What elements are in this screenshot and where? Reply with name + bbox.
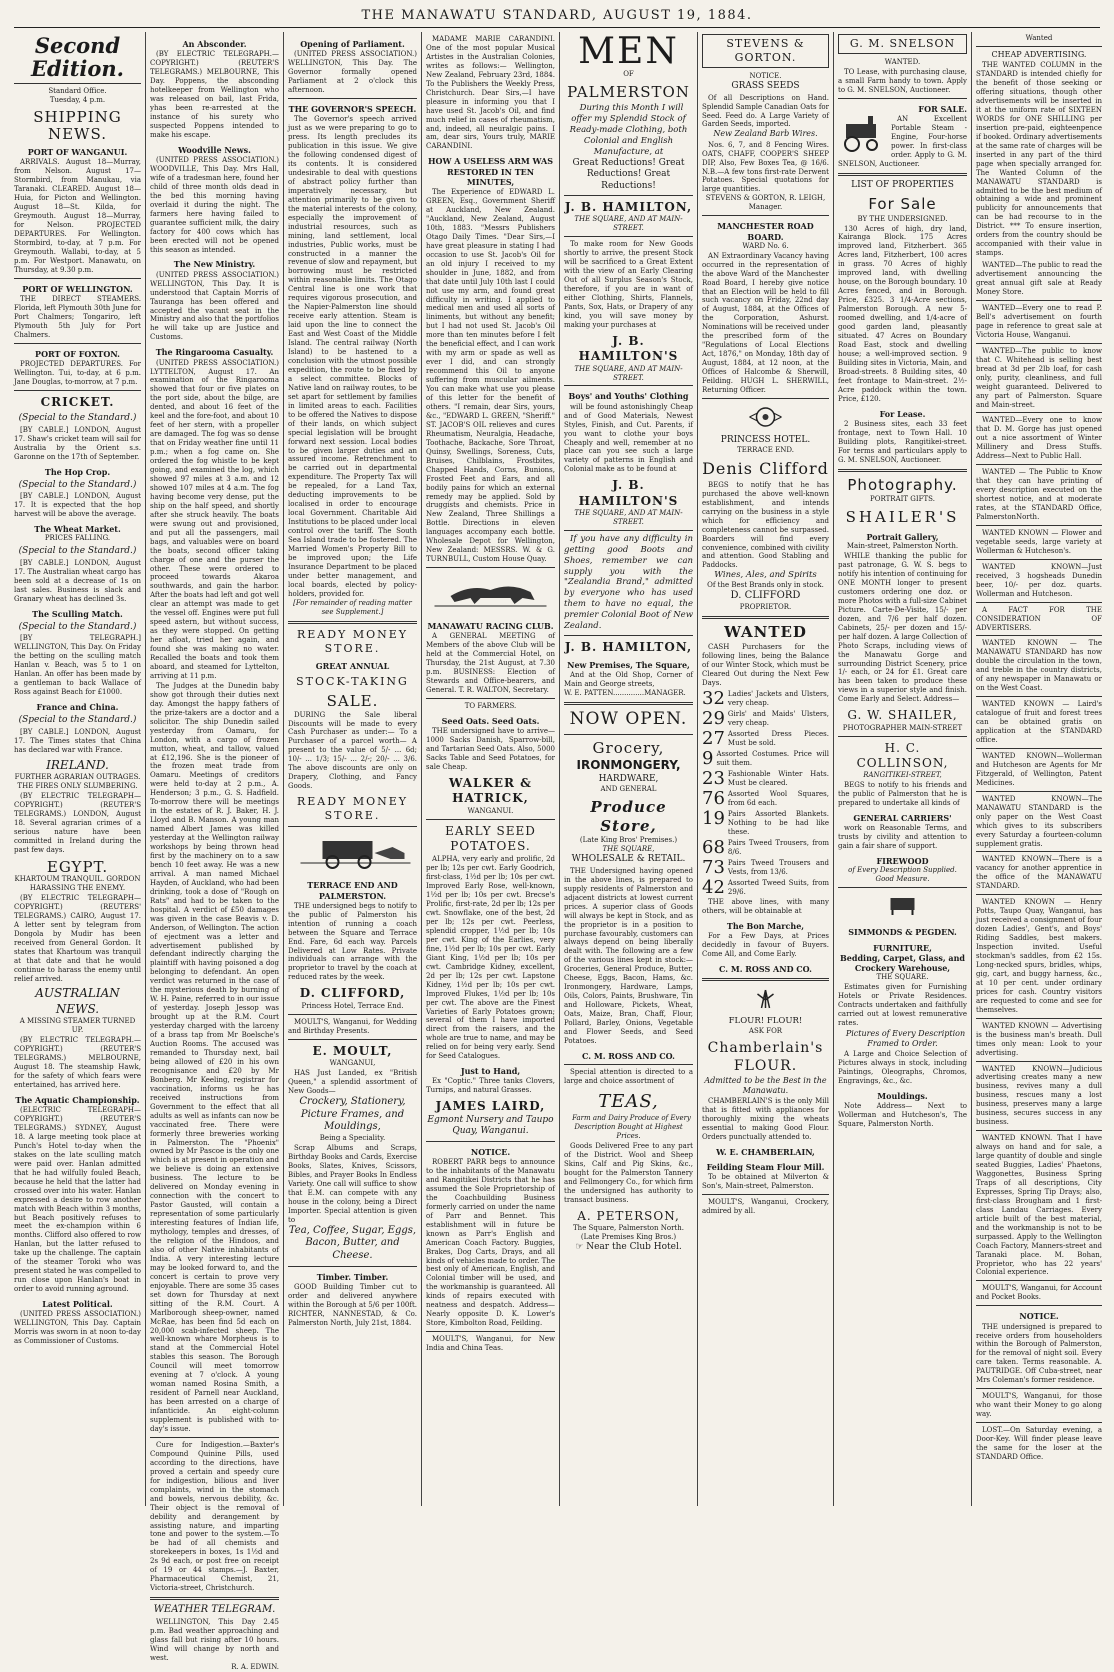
article-text: [BY CABLE.] LONDON, August 17. The Times states that China has declared war with France.: [14, 727, 141, 754]
column-4: [426, 34, 555, 1504]
article-text: (BY ELECTRIC TELEGRAPH—COPYRIGHT.) (REUTER'S TELEGRAMS.) LONDON, August 18. Several agrarian crimes of a serious nature have been committed in Ireland during the past few days.: [14, 791, 141, 854]
ad-feature: Pictures of Every Description Framed to Order.: [845, 1028, 966, 1049]
wanted-ad: WANTED KNOWN. That I have always on hand and for sale, a large quantity of double and single seated Buggies, Ladies' Phaetons, Waggonettes, Business Spring Traps of all descriptions, City Expresses, Spring Tip Drays; also, first-class Brougham and 1 first-class Landau Carriages. Every article built of the best material, and the workmanship is not to be surpassed. Apply to the Wellington Coach Factory, Manners-street and Taranaki place. M. Bohan, Proprietor, who has 22 years' Colonial experience.: [976, 1134, 1102, 1277]
article-subheading: FURTHER AGRARIAN OUTRAGES. THE FIRES ONLY SLUMBERING.: [14, 772, 141, 790]
ad-heading: Mouldings.: [877, 1091, 928, 1102]
ad-text: MOULT'S, Wanganui, for New India and China Teas.: [426, 1335, 555, 1353]
ad-feature: Tea, Coffee, Sugar, Eggs, Bacon, Butter, and Cheese.: [288, 1224, 417, 1262]
column-divider: [697, 32, 698, 1506]
ad-subheading: WANTED.: [884, 58, 921, 67]
wanted-ad: WANTED KNOWN—The MANAWATU STANDARD is the only paper on the West Coast which gives to its subscribers every Saturday a fourteen-column supplement gratis.: [976, 794, 1102, 848]
ad-text: A Large and Choice Selection of Pictures always in stock, including Paintings, Oleographs, Chromos, Engravings, &c., &c.: [838, 1050, 967, 1086]
ad-heading: NOTICE.: [1019, 1311, 1059, 1322]
ad-text: If you have any difficulty in getting good Boots and Shoes, remember we can supply you with the "Zealandia Brand," admitted by everyone who has used them to have no equal, the premier Colonial Boot of New Zealand.: [564, 533, 693, 631]
ad-heading: MANCHESTER ROAD BOARD.: [717, 221, 814, 242]
ad-heading: FOR SALE.: [918, 103, 967, 114]
ad-subheading: BY THE UNDERSIGNED.: [857, 214, 948, 223]
furniture-icon: [838, 894, 967, 916]
masthead: THE MANAWATU STANDARD, AUGUST 19, 1884.: [361, 8, 753, 23]
ad-subheading: WARD No. 6.: [742, 241, 789, 250]
wanted-item-number: 32: [702, 687, 725, 709]
ad-heading: J. B. HAMILTON'S: [578, 478, 679, 508]
ad-subheading: Of the Best Brands only in stock.: [707, 581, 824, 590]
ad-heading: TEAS,: [598, 1091, 659, 1113]
wanted-item: [702, 747, 829, 769]
wanted-item: [702, 807, 829, 837]
wanted-items-list: [702, 687, 829, 898]
wanted-item: [702, 707, 829, 729]
ad-heading: SALE.: [326, 692, 379, 711]
ad-heading: IRONMONGERY,: [576, 758, 681, 773]
coach-illustration: [288, 833, 417, 869]
ad-subheading: THE SQUARE, AND AT MAIN-STREET.: [574, 509, 683, 527]
article-heading: The New Ministry.: [173, 259, 256, 270]
article-heading: France and China.: [36, 702, 119, 712]
wanted-ad: MOULT'S, Wanganui, for Account and Pocket Books.: [976, 1284, 1102, 1302]
column-3: [288, 34, 417, 1504]
article-heading: The Hop Crop.: [44, 466, 111, 477]
ad-subheading: Egmont Nursery and Taupo Quay, Wanganui.: [427, 1114, 554, 1137]
article-subheading: A MISSING STEAMER TURNED UP.: [19, 1017, 136, 1035]
column-5: [564, 31, 693, 1504]
ad-text: 2 Business sites, each 33 feet frontage, next to Town Hall. 10 Building plots, Rangitikei-street. For terms and particulars apply to G. M. SNELSON, Auctioneer.: [838, 419, 967, 464]
column-7: [838, 34, 967, 1504]
ad-heading: Boys' and Youths' Clothing: [568, 391, 689, 402]
wanted-item-number: 23: [702, 767, 725, 789]
article-heading: The Sculling Match.: [32, 608, 123, 619]
port-heading: PORT OF WANGANUI.: [27, 147, 128, 158]
column-6: [702, 34, 829, 1504]
ad-subheading: Bedding, Carpet, Glass, and Crockery Warehouse,: [840, 952, 965, 974]
edition-title: Second Edition.: [31, 33, 124, 82]
club-line: Near the Club Hotel.: [586, 1241, 682, 1252]
ad-text: THE WANTED COLUMN in the STANDARD is intended chiefly for the benefit of those seeking or offering situations, though other advertisements will be inserted in it at the uniform rate of SIXTEEN WORDS for ONE SHILLING per insertion pre-paid, eighteenpence if booked. Ordinary advertisements at the same rate of charges will be inserted in any part of the third page when specially arranged for. The Wanted Column of the MANAWATU STANDARD is admitted to be the best medium of obtaining a wide and prominent publicity for announcements that can be had recourse to in the District. *** To ensure insertion, orders from the country should be accompanied with their value in stamps.: [976, 61, 1102, 258]
ad-subheading: Main-street, Palmerston North.: [846, 542, 959, 551]
ad-subheading: WANGANUI.: [467, 806, 514, 815]
ad-subheading: PROPRIETOR.: [739, 603, 792, 612]
ad-heading: For Sale: [868, 195, 937, 214]
wanted-ad: WANTED KNOWN — Laird's catalogue of fruit and forest trees can be obtained gratis on application at the STANDARD office.: [976, 700, 1102, 744]
article-heading: The Aquatic Championship.: [15, 1094, 140, 1105]
port-text: THE DIRECT STEAMERS. Florida, left Plymouth 30th June for Port Chalmers; Tongariro, left Plymouth 5th July for Port Chalmers.: [14, 294, 141, 339]
ad-heading: Produce Store,: [590, 798, 667, 836]
ad-text: During this Month I will offer my Splendid Stock of Ready-made Clothing, both Colonial and English Manufacture, at: [569, 103, 688, 157]
wanted-item-text: Assorted Wool Squares, from 6d each.: [727, 789, 829, 807]
ad-heading: J. B. HAMILTON,: [564, 639, 693, 654]
column-divider: [971, 32, 972, 1506]
crest-icon: [702, 405, 829, 429]
article-text: (UNITED PRESS ASSOCIATION.) WOODVILLE, This Day. Mrs Hall, wife of a tradesman here, found her child of three month olds dead in the bed this morning having overlaid it during the night. The farmers here having failed to guarantee sufficient milk, the dairy factory for 400 cows which has been erected will not be opened this season as intended.: [150, 156, 279, 254]
column-divider: [559, 32, 560, 1506]
wanted-ad: WANTED KNOWN — Flower and vegetable seeds, large variety at Wollerman & Hutcheson's.: [976, 528, 1102, 555]
ad-heading: Portrait Gallery,: [866, 531, 939, 542]
column-1: [14, 34, 141, 1504]
ad-text: BEGS to notify that he has purchased the above well-known establishment, and intends carrying on the business in a style which for efficiency and completeness cannot be surpassed. Boarders will find every convenience, combined with civility and attention. Good Stabling and Paddocks.: [702, 480, 829, 570]
ad-subheading: ASK FOR: [748, 1026, 783, 1035]
article-heading: Opening of Parliament.: [300, 39, 405, 49]
ad-heading: CHEAP ADVERTISING.: [991, 49, 1087, 59]
ad-heading: W. E. CHAMBERLAIN,: [716, 1146, 815, 1157]
ad-heading: Timber. Timber.: [316, 1272, 389, 1283]
column-8: [976, 34, 1102, 1504]
ad-text: Of all Descriptions on Hand. Splendid Sample Canadian Oats for Seed. Feed do. A Large Variety of Garden Seeds, imported.: [702, 93, 829, 129]
ad-text: Note Address— Next to Wollerman and Hutcheson's, The Square, Palmerston North.: [838, 1102, 967, 1129]
special-line: (Special to the Standard.): [18, 715, 137, 726]
article-text: (ELECTRIC TELEGRAPH—COPYRIGHT.) (REUTER'S TELEGRAMS.) SYDNEY, August 18. A large meeting took place at Punch's Hotel to-day when the stakes on the late sculling match were paid over. Hanlan admitted that he had wilfully fouled Beach, because he held that the latter had crossed over into his water. Hanlan expressed a desire to row another match with Beach within 3 months, but Beach positively refuses to meet the ex-champion within 6 months. Clifford also offered to row Hanlan, but the latter refused to take up the challenge. The captain of the steamer Toroki who was present stated he was compelled to run close upon Hanlan's boat in order to avoid running aground.: [14, 1106, 141, 1294]
office-line: Standard Office.: [48, 87, 107, 96]
ad-heading: PALMERSTON: [567, 82, 690, 101]
article-text: [BY CABLE.] LONDON, August 17. The Australian wheat cargo has been sold at a decrease of 1s on last sales. Business is slack and Granary wheat has declined 3s.: [14, 558, 141, 603]
shipping-text: ARRIVALS. August 18—Murray, from Nelson. August 17—Stormbird, from Manukau, via Taranaki. CLEARED. August 18—Huia, for Picton and Wellington. August 18—St. Kilda, for Greymouth. August 18—Murray, for Nelson. PROJECTED DEPARTURES. For Wellington. Stormbird, to-day, at 7 p.m. For Greymouth. Wallabi, to-day, at 5 p.m. For Westport. Manawatu, on Thursday, at 9.30 p.m.: [14, 158, 141, 274]
ad-subheading: Being a Speciality.: [319, 1134, 386, 1143]
ad-subheading: PHOTOGRAPHER MAIN-STREET: [842, 723, 963, 732]
wanted-ad: WANTED KNOWN — Advertising is the business man's breath. Dull times only mean: Look to your advertising.: [976, 1021, 1102, 1057]
ad-text: A GENERAL MEETING of Members of the above Club will be held at the Commercial Hotel, on Thursday, the 21st August, at 7.30 p.m. BUSINESS: Election of Stewards and Office-bearers, and General. T. R. WALTON, Secretary.: [426, 632, 555, 695]
ad-heading: NOTICE.: [470, 1146, 511, 1157]
wanted-item-number: 76: [702, 787, 725, 809]
ad-heading-men: MEN: [578, 31, 679, 72]
office-time: Tuesday, 4 p.m.: [49, 96, 106, 105]
wanted-item-text: Girls' and Maids' Ulsters, very cheap.: [727, 709, 829, 727]
article-text: (BY ELECTRIC TELEGRAPH.—COPYRIGHT.) (REUTER'S TELEGRAMS.) MELBOURNE, This Day. Poppens, the absconding hotelkeeper from Wellington who was released on bail, last Frida, yhas been re-arrested at the instance of his surety who suspected Poppens intended to make his escape.: [150, 50, 279, 139]
ad-heading: The Bon Marche,: [726, 920, 805, 931]
ad-text: AN Extraordinary Vacancy having occurred in the representation of the above Ward of the Manchester Road Board, I hereby give notice that an Election will be held to fill such vacancy on Friday, 22nd day of August, 1884, at the Offices of the Corporation, Ashurst. Nominations will be received under the prescribed form of the "Regulations of Local Elections Act, 1876," on Monday, 18th day of August, 1884, at 12 noon, at the Offices of Halcombe & Sherwill, Feilding. HUGH L. SHERWILL, Returning Officer.: [702, 251, 829, 395]
special-line: (Special to the Standard.): [18, 621, 137, 632]
ad-heading: J. B. HAMILTON,: [564, 200, 693, 215]
ad-heading: H. C. COLLINSON,: [856, 740, 949, 770]
ad-text: BEGS to notify to his friends and the public of Palmerston that he is prepared to undertake all kinds of: [838, 781, 967, 808]
port-text: PROJECTED DEPARTURES. For Wellington. Tui, to-day, at 6 p.m. Jane Douglas, to-morrow, at 7 p.m.: [14, 359, 141, 386]
ad-feature: Great Reductions! Great Reductions! Great Reductions!: [572, 157, 685, 191]
ad-heading: For Lease.: [879, 408, 926, 419]
ad-subheading: Feilding Steam Flour Mill.: [706, 1162, 825, 1173]
article-text: The Judges at the Dunedin baby show got through their duties next day. Amongst the happy fathers of the prize-takers are a doctor and a solicitor. The ship Dunedin sailed yesterday from Oamaru, for London, with a cargo of frozen mutton, wheat, and tallow, valued at £12,196. She is the pioneer of the frozen meat trade from Oamaru. Meetings of creditors were held to-day at 2 p.m., A. Henderson; 3 p.m., G. S. Hadfield. To-morrow there will be meetings in the estates of R. J. Baker, H. J. Lloyd and B. Manson. A young man named Albert James was killed yesterday at the Wellington railway workshops by being thrown head first by the machinery on to a saw bench 10 feet away. He was a new arrival. A man named Michael Hayden, of Auckland, who had been drinking, took a dose of "Rough on Rats" and had to be taken to the hospital. A verdict of £50 damages was given in the case Beavis v. D. Anderson, of Wellington. The action of ejectment was a letter and advertisement published by defendant indirectly charging the plaintiff with having poisoned a dog belonging to defendant. An open verdict was returned in the case of the mysterious death by burning of W. H. Paine, referred to in our issue of yesterday. Joseph Jessop was brought up at the R.M. Court yesterday charged with the larceny of a brass tap from Mr Boelsche's Auction Rooms. The accused was remanded to Thursday next, bail being allowed of £20 in his own recognisance and £20 by Mr Bonberg. Mr Keeling, registrar for vaccination, informs us he has received instructions from Government to the effect that all adults as well as infants can now be vaccinated free. There were formerly three breweries working in Palmerston. The "Phoenix" owned by Mr Pascoe is the only one which is at present in operation and we believe is doing an extensive business. The lecture to be delivered on Monday evening in connection with the concert to Pastor Gausted, will contain a representation of some particularly interesting features of Indian life, mythology, temples and dresses, of the religion of the Hindoos, and also of other Native inhabitants of India. A very interesting lecture may be looked forward to, and the concert is certain to prove very enjoyable. There are some 35 cases set down for Thursday at next sitting of the R.M. Court. A Marlborough sheep-owner, named McRae, has been find 5d each on 20,000 scab-infected sheep. The well-known whare Morpheus is to stand at the Commercial Hotel stables this season. The Borough Council will meet tomorrow evening at 7 o'clock. A young woman named Rosina Smith, a resident of Parnell near Auckland, has been arrested on a charge of infanticide. An eight-column supplement is published with to-day's issue.: [150, 681, 279, 1433]
wanted-item-text: Assorted Tweed Suits, from 29/6.: [727, 878, 829, 896]
wanted-item-text: Assorted Costumes. Price will suit them.: [716, 749, 829, 767]
ad-subheading: The Square, Palmerston North. (Late Premises King Bros.): [573, 1223, 684, 1241]
wanted-item-number: 9: [702, 747, 714, 769]
article-heading: Latest Political.: [42, 1299, 113, 1310]
wanted-item: [702, 727, 829, 749]
ad-heading: STEVENS & GORTON.: [702, 34, 829, 68]
ad-text: LOST.—On Saturday evening, a Door-Key. Will finder please leave the same for the loser at the STANDARD Office.: [976, 1426, 1102, 1461]
ad-heading: READY MONEY STORE.: [296, 795, 409, 823]
ad-heading: WANTED: [724, 622, 807, 641]
ad-text: WHILE thanking the public for past patronage, G. W. S. begs to notify his intention of continuing for ONE MONTH longer to present customers ordering one doz. or more Photos with a full-size Cabinet Picture. Carte-De-Visite, 15/- per dozen, and 7/6 per half dozen. Cabinets, 25/- per dozen and 15/- per half dozen. A large Collection of Photo Scraps, including views of the Manawatu Gorge and surrounding District Scenery, price 1/- each, or 24 for £1. Great care has been taken to produce these views in a superior style and finish. Come Early and Select. Address—: [838, 552, 967, 704]
ad-heading: FLOUR! FLOUR!: [728, 1015, 803, 1026]
column-divider: [283, 32, 284, 1506]
ad-heading: GENERAL CARRIERS': [853, 813, 952, 824]
wanted-ad: WANTED—The public to read the advertisement announcing the great annual gift sale at Ready Money Store.: [976, 261, 1102, 297]
ad-heading: TERRACE END AND PALMERSTON.: [307, 880, 398, 901]
ad-text: THE undersigned have to arrive— 1000 Sacks Danish, Sparrow-bill, and Tartarian Seed Oats. Also, 5000 Sacks Table and Seed Potatoes, for sale Cheap.: [426, 727, 555, 771]
ad-subheading: AND GENERAL: [600, 785, 657, 794]
wanted-ad: WANTED KNOWN—Just received, 3 hogsheads Dunedin beer, 10/- per doz. quarts. Wollerman and Hutcheson.: [976, 562, 1102, 598]
ad-heading: J. B. HAMILTON'S: [578, 333, 679, 364]
remainder-note: [For remainder of reading matter see Supplement.]: [293, 598, 412, 616]
ad-text: work on Reasonable Terms, and trusts by civility and attention to gain a fair share of support.: [838, 824, 967, 851]
special-line: (Special to the Standard.): [18, 546, 137, 557]
article-text: [BY TELEGRAPH.] WELLINGTON, This Day. On Friday the betting on the sculling match Hanlan v. Beach, was 5 to 1 on Hanlan. An offer has been made by a gentleman to back Wallace of Ross against Beach for £1000.: [14, 634, 141, 697]
article-heading: An Absconder.: [182, 39, 247, 49]
ad-text: THE above lines, with many others, will be obtainable at: [702, 897, 829, 915]
testimonial-heading: HOW A USELESS ARM WAS RESTORED IN TEN MINUTES,: [428, 156, 553, 187]
ad-heading: A. PETERSON,: [577, 1208, 680, 1223]
ad-feature: Farm and Dairy Produce of Every Description Bought at Highest Prices.: [572, 1114, 691, 1140]
ad-subheading: NOTICE.: [749, 72, 782, 81]
wanted-item-number: 29: [702, 707, 725, 729]
article-text: (BY ELECTRIC TELEGRAPH—COPYRIGHT.) (REUTERS' TELEGRAMS.) CAIRO, August 17. A letter sent by telegram from Dongola by Mudir has been received from General Gordon. It states that Khartoum was tranquil at that date and that he would continue to harass the enemy until relief arrived.: [14, 893, 141, 983]
ad-heading: D. CLIFFORD,: [299, 986, 406, 1001]
ad-heading: SHAILER'S: [845, 507, 960, 526]
wanted-item-number: 19: [702, 807, 725, 829]
ad-text: HAS Just Landed, ex "British Queen," a splendid assortment of New Goods—: [288, 1068, 417, 1095]
wanted-ads-list: [976, 261, 1102, 1306]
ad-subheading: GREAT ANNUAL: [315, 660, 390, 671]
ad-heading: PRINCESS HOTEL.: [720, 434, 811, 445]
article-text: [BY CABLE.] LONDON, August 17. Shaw's cricket team will sail for Australia by the Orient s.s. Garonne on the 17th of September.: [14, 425, 141, 461]
article-heading: AUSTRALIAN NEWS.: [35, 986, 120, 1016]
wanted-item-text: Fashionable Winter Hats. Must be cleared.: [727, 769, 829, 787]
ad-subheading: (Late King Bros' Premises.): [579, 836, 678, 845]
ad-heading: FIREWOOD: [876, 856, 929, 867]
ad-text: DURING the Sale liberal Discounts will be made to every Cash Purchaser as under:— To a Purchaser of a parcel worth— A present to the value of 5/- ... 6d; 10/- ... 1/3; 15/- ... 2/-; 20/- ... 3/6. The above discounts are only on Drapery, Clothing, and Fancy Goods.: [288, 710, 417, 791]
pointing-hand-icon: ☞: [575, 1241, 584, 1252]
ad-text: THE Undersigned having opened in the above lines, is prepared to supply residents of Palmerston and adjacent districts at lowest current prices. A superior class of Goods will always be kept in Stock, and as the proprietor is in a position to purchase favourably, customers can always depend on being liberally dealt with. The following are a few of the various lines kept in stock:— Groceries, General Produce, Butter, Cheese, Eggs, Bacon, Hams, &c. Ironmongery, Hardware, Lamps, Oils, Colors, Paints, Brushware, Tin and Holloware, Pickets, Wheat, Oats, Maize, Bran, Chaff, Flour, Pollard, Barley, Onions, Vegetable and Flower Seeds, and Seed Potatoes.: [564, 866, 693, 1045]
wanted-item-text: Pairs Assorted Blankets. Nothing to be had like these.: [727, 809, 829, 836]
ad-heading: EARLY SEED POTATOES.: [445, 823, 536, 853]
ad-text: 130 Acres of high, dry land, Kairanga Block. 175 Acres improved land, Fitzherbert. 365 Acres land, Fitzherbert, 100 acres in grass. 70 Acres of highly improved land, with dwelling house, on the Borough boundary. 10 Acres fenced, and in Borough. Price, £325. 3 1/4-Acre sections, Palmerston Borough. A new 5-roomed dwelling, and 1/4-acre of good garden land, pleasantly situated. 47 Acres on Boundary Road East, stock and dwelling house; a well-improved section. 9 Building sites in Victoria, Main, and Broad-streets. 8 Building sites, 40 feet frontage to Main-street. 2½-Acre paddock within the town. Price, £120.: [838, 224, 967, 403]
ad-subheading: GRASS SEEDS: [731, 81, 800, 92]
ad-text: CASH Purchasers for the following lines, being the Balance of our Winter Stock, which must be Cleared Out during the Next Few Days.: [702, 643, 829, 687]
port-heading: PORT OF WELLINGTON.: [22, 283, 133, 294]
weather-signature: R. A. EDWIN.: [231, 1662, 279, 1671]
ad-heading: G. M. SNELSON: [838, 34, 967, 54]
ad-heading: NOW OPEN.: [569, 709, 688, 730]
ad-feature: Crockery, Stationery, Picture Frames, and Mouldings,: [299, 1095, 406, 1133]
ad-signature: C. M. ROSS AND CO.: [719, 963, 812, 974]
wanted-ad: WANTED—The public to know that C. Whitehead is selling best bread at 3d per 2lb loaf, for cash only, purity, cleanliness, and full weight guaranteed. Delivered to any part of Palmerston. Square and Main-street.: [976, 346, 1102, 409]
ad-text: AN Excellent Portable Steam - Engine, Four-horse power. In first-class order. Apply to G. M. SNELSON, Auctioneer.: [838, 115, 967, 168]
steam-engine-icon: [838, 114, 888, 154]
cricket-heading: CRICKET.: [40, 394, 115, 409]
ad-heading: JAMES LAIRD,: [435, 1099, 546, 1114]
ad-heading: WALKER & HATRICK,: [448, 775, 533, 806]
ad-text: Nos. 6, 7, and 8 Fencing Wires. OATS, CHAFF, COOPER'S SHEEP DIP, Also, Few Boxes Tea, @ 16/6. N.B.—A few tons first-rate Derwent Potatoes. Special quotations for large quantities.: [702, 140, 829, 194]
column-divider: [421, 32, 422, 1506]
ad-subheading: Princess Hotel, Terrace End.: [301, 1001, 404, 1010]
ad-heading: D. CLIFFORD: [730, 590, 801, 602]
ad-feature: Admitted to be the Best in the Manawatu.: [704, 1075, 827, 1095]
wanted-item-number: 68: [702, 836, 725, 858]
wanted-item-text: Pairs Tweed Trousers and Vests, from 13/6.: [727, 858, 829, 876]
ad-heading: FURNITURE,: [873, 942, 932, 953]
wanted-ad: WANTED KNOWN — Henry Potts, Taupo Quay, Wanganui, has just received a consignment of four dozen Ladies', Gent's, and Boys' Riding Saddles, best makers. Inspection invited. Useful stockman's saddles, from £2 15s. Long-necked spurs, bridles, whips, gig, cart, and buggy harness, &c., at 10 per cent. under ordinary prices for cash. Country visitors are requested to come and see for themselves.: [976, 898, 1102, 1014]
ad-manager: W. E. PATTEN..............MANAGER.: [564, 689, 686, 698]
ad-text: MOULT'S, Wanganui, Crockery, admired by all.: [702, 1198, 829, 1216]
ad-text: TO Lease, with purchasing clause, a small Farm handy to town. Apply to G. M. SNELSON, Auctioneer.: [838, 68, 967, 94]
ad-text: To make room for New Goods shortly to arrive, the present Stock will be sacrificed to a Great Extent with the view of an Early Clearing Out of all Surplus Season's Stock, therefore, if you are in want of either Clothing, Shirts, Flannels, Pants, Sox, Hats, or Drapery of any kind, you will save money by making your purchases at: [564, 240, 693, 329]
ad-subheading: RANGITIKEI-STREET,: [863, 771, 942, 780]
article-heading: The Ringarooma Casualty.: [155, 347, 274, 358]
ad-text: GOOD Building Timber cut to order and delivered anywhere within the Borough at 5/6 per 100ft. RICHTER, NANNESTAD, & Co. Palmerston North, July 21st, 1884.: [288, 1283, 417, 1328]
wanted-item: [702, 767, 829, 789]
ad-text: Ex "Coptic." Three tanks Clovers, Turnips, and natural Grasses.: [426, 1077, 555, 1095]
wanted-item: [702, 856, 829, 878]
ad-text: THE undersigned is prepared to receive orders from householders within the Borough of Palmerston, for the removal of night soil. Every care taken. Terms reasonable. A. PAUTRIDGE. Off Cuba-street, near Mrs Coleman's former residence.: [976, 1322, 1102, 1385]
article-heading: THE GOVERNOR'S SPEECH.: [288, 104, 417, 114]
ad-text: MOULT'S, Wanganui, for Wedding and Birthday Presents.: [288, 1017, 417, 1035]
wanted-ad: WANTED — The Public to Know that they can have printing of every description executed on the shortest notice, and at moderate rates, at the STANDARD Office, PalmerstonNorth.: [976, 468, 1102, 521]
ad-subheading: WANGANUI,: [329, 1058, 376, 1067]
ad-text: Scrap Albums and Scraps, Birthday Books and Cards, Exercise Books, Slates, Knives, Scissors, Bibles, and Prayer Books In Endless Variety. One call will suffice to show that E.M. can compete with any house in the colony, being a Direct Importer. Special attention is given to: [288, 1144, 417, 1224]
weather-heading: WEATHER TELEGRAM.: [153, 1604, 276, 1616]
ad-text: will be found astonishingly Cheap and of Good Materials, Newest Styles, Finish, and Cut. Parents, if you want to clothe your boys Cheaply and well, remember at no place can you see such a large variety of patterns in English and Colonial make as to be found at: [564, 402, 693, 474]
article-text: The Governor's speech arrived just as we were preparing to go to press. Its length precludes its publication in this issue. We give the following condensed digest of its contents. It is considered undesirable to deal with questions of abstract policy further than imperatively necessary, but attention primarily to be given to the material interests of the colony, especially the improvement of industrial resources, such as mining, land settlement, local industries, Public works, must be constructed in a manner the revenue of slow and repayment, but borrowing must be restricted within reasonable limits. The Otago Central line is one work that requires vigorous prosecution, and the Napier-Palmerston line should receive early attention. Steam is laid upon the line to connect the East and West Coast of the Middle Island. The central railway (North Island) to be hastened to a conclusion with the utmost possible expedition, the route to be fixed by a select committee. Blocks of Native land on railway routes, to be set apart for settlement by families in limited areas to each. Facilities to be offered the Natives to dispose of their lands, on which subject special legislation will be brought forward next session. Local bodies to be given larger duties and an assured income. Retrenchment to be carried out in departmental expenditure. The Property Tax will be repealed, for a Land Tax, deducting improvements to be localised in order to encourage local Government. Charitable Aid Institutions to be placed under local control over the tariff. The South Sea Island trade to be fostered. The Married Women's Property Bill to be improved upon; the Life Insurance Department to be placed under better management, and local boards, elected by policy-holders, provided for.: [288, 115, 417, 598]
article-subheading: PRICES FALLING.: [44, 534, 111, 543]
ad-feature: New Zealand Barb Wires.: [713, 129, 818, 139]
article-text: (UNITED PRESS ASSOCIATION.) LYTTELTON, August 17. An examination of the Ringarooma showed that four or five plates on the port side, about the bilge, are dented, and about 16 feet of the keel and the fore-foot, and about 10 feet of her stern, with a propeller are damaged. The fog was so dense that on Friday weather fine until 11 p.m.; when a fog came on. She ordered the fog whistle to be kept going, and examined the log, which showed 97 miles at 3 a.m. and 12 showed 107 miles at 4 a.m. The fog having become very dense, put the ship on the half speed, and shortly after she struck heavily. The boats were swung out and provisioned, and put all the passengers, mail bags, and valuables were on board the boats, second officer taking charge of one and the purser the other. These were ordered to proceed towards Akaroa southwards, and gain the harbor. After the boats had left and got well clear an attempt was made to get the vessel off. Engines were put full speed astern, but without success, as they were stopped. On getting her afloat, tried her again, and found she was making no water. Recalled the boats and took them aboard, and steamed for Lyttelton, arriving at 11 p.m.: [150, 358, 279, 680]
wanted-ad: WANTED KNOWN—Wollerman and Hutcheson are Agents for Mr Fitzgerald, of Wellington, Patent Medicines.: [976, 751, 1102, 787]
column-head: Wanted: [1025, 34, 1053, 42]
article-subheading: KHARTOUM TRANQUIL. GORDON HARASSING THE ENEMY.: [14, 875, 141, 892]
wanted-ad: A FACT FOR THE CONSIDERATION OF ADVERTISERS.: [976, 605, 1102, 632]
wanted-ad: WANTED—Every one to know that D. M. Gorge has just opened out a nice assortment of Winter Millinery and Dress Stuffs. Address—Next to Public Hall.: [976, 416, 1102, 461]
masthead-rule: [14, 27, 1100, 28]
ad-heading: READY MONEY STORE.: [296, 627, 409, 655]
special-line: (Special to the Standard.): [18, 413, 137, 424]
ad-heading: G. W. SHAILER,: [847, 708, 958, 723]
testimonial-text: The Experience of EDWARD L. GREEN, Esq., Government Sheriff at Auckland, New Zealand. "Auckland, New Zealand, August 10th, 1883. "Messrs Publishers Otago Daily Times. "Dear Sirs,—I have great pleasure in stating I had occasion to use St. Jacob's Oil for an old injury I received to my shoulder in June, 1882, and from that date until July 10th last I could not use my arm, and found great difficulty in writing. I applied to medical men and used all sorts of liniments, but without any benefit; but I had not used St. Jacob's Oil more than ten minutes before I felt the beneficial effect, and I can work with my arm or spade as well as ever I did, and can strongly recommend this Oil to anyone suffering from muscular ailments. You can make what use you please of this letter for the benefit of others. "I remain, dear Sirs, yours, &c., "EDWARD L. GREEN, "Sheriff." ST. JACOB'S OIL relieves and cures Rheumatism, Neuralgia, Headache, Toothache, Backache, Sore Throat, Quinsy, Swellings, Soreness, Cuts, Bruises, Chilblains, Frostbites, Chapped Hands, Corns, Bunions, Frosted Feet and Ears, and all bodily pains for which an external remedy may be applied. Sold by druggists and chemists. Price in New Zealand, Three Shillings a Bottle. Directions in eleven languages accompany each bottle. Wholesale Depot for Wellington, New Zealand: MESSRS. W. & G. TURNBULL, Custom House Quay.: [426, 188, 555, 564]
article-heading: The Wheat Market.: [34, 524, 121, 535]
special-line: (Special to the Standard.): [18, 479, 137, 490]
ad-subheading: THE SQUARE,: [602, 845, 655, 854]
ad-subheading: THE SQUARE, AND AT MAIN-STREET.: [574, 215, 683, 233]
wanted-item-number: 27: [702, 727, 725, 749]
ad-text: MOULT'S, Wanganui, for those who want their Money to go along way.: [976, 1392, 1102, 1419]
ad-signature: C. M. ROSS AND CO.: [582, 1050, 675, 1061]
ad-text: THE undersigned begs to notify to the public of Palmerston his intention of running a coach between the Square and Terrace End. Fare, 6d each way. Parcels Delivered at Low Rates. Private individuals can arrange with the proprietor to travel by the coach at reduced rates by the week.: [288, 901, 417, 982]
ad-heading: Grocery,: [592, 739, 665, 758]
article-heading: EGYPT.: [46, 857, 109, 876]
ad-text: Special attention is directed to a large and choice assortment of: [564, 1068, 693, 1086]
article-text: Cure for Indigestion.—Baxter's Compound Quinine Pills, used according to the directions, have proved a certain and speedy cure for indigestion, bilious and liver complaints, wind in the stomach and bowels, nervous debility, &c. Their object is the removal of debility and derangement by assisting nature, and imparting tone and power to the system.—To be had of all chemists and storekeepers in boxes, 1s 1½d and 2s 9d each, or post free on receipt of 19 or 44 stamps.—J. Baxter, Pharmaceutical Chemist, 21, Victoria-street, Christchurch.: [150, 1440, 279, 1593]
ad-subheading: WHOLESALE & RETAIL.: [571, 854, 686, 865]
wanted-ad: WANTED KNOWN—Judicious advertising creates many a new business, revives many a dull business, rescues many a lost business, preserves many a large business, secures success in any business.: [976, 1064, 1102, 1127]
wanted-ad: WANTED KNOWN—There is a vacancy for another apprentice in the office of the MANAWATU STANDARD.: [976, 855, 1102, 891]
wheat-sheaf-icon: [702, 988, 829, 1010]
article-heading: Woodville News.: [178, 144, 251, 155]
ad-subheading: PORTRAIT GIFTS.: [870, 494, 935, 503]
ad-text: CHAMBERLAIN'S is the only Mill that is fitted with appliances for thoroughly mixing the wheats essential to making Good Flour. Orders punctually attended to.: [702, 1097, 829, 1141]
article-text: [BY CABLE.] LONDON, August 17. It is expected that the hop harvest will be above the average.: [14, 492, 141, 519]
ad-subheading: OF: [623, 70, 634, 78]
ad-heading: SIMMONDS & PEGDEN.: [848, 927, 957, 938]
ad-text: To be obtained at Milverton & Son's, Main-street, Palmerston.: [702, 1173, 829, 1191]
shipping-heading: SHIPPING NEWS.: [33, 108, 122, 143]
article-text: (UNITED PRESS ASSOCIATION.) WELLINGTON, This Day. The Governor formally opened Parliament at 2 o'clock this afternoon.: [288, 50, 417, 95]
ad-heading: Photography.: [847, 475, 958, 494]
wanted-item-text: Ladies' Jackets and Ulsters, very cheap.: [727, 689, 829, 707]
wanted-ad: WANTED—Every one to read P. Bell's advertisement on fourth page in reference to great sale at Victoria House, Wanganui.: [976, 303, 1102, 339]
article-heading: IRELAND.: [46, 757, 109, 772]
ad-subheading: TO FARMERS.: [464, 701, 517, 710]
wanted-ad: WANTED KNOWN — The MANAWATU STANDARD has now double the circulation in the town, and treble in the country districts, of any newspaper in Manawatu or on the West Coast.: [976, 639, 1102, 693]
ad-subheading: [564, 1242, 693, 1254]
ad-subheading: of Every Description Supplied. Good Measure.: [848, 866, 957, 884]
ad-feature: Wines, Ales, and Spirits: [714, 570, 817, 581]
ad-text: For a Few Days, at Prices decidedly in favour of Buyers. Come All, and Come Early.: [702, 931, 829, 958]
article-text: (BY ELECTRIC TELEGRAPH.—COPYRIGHT.) (REUTER'S TELEGRAMS.) MELBOURNE, August 18. The steamship Hawk, for the safety of which fears were entertained, has arrived here.: [14, 1036, 141, 1089]
ad-text: Estimates given for Furnishing Hotels or Private Residences. Contracts undertaken and faithfully carried out at lowest remunerative rates.: [838, 983, 967, 1028]
column-2: [150, 34, 279, 1671]
ad-signature: STEVENS & GORTON, R. LEIGH, Manager.: [705, 194, 826, 212]
ad-heading: LIST OF PROPERTIES: [851, 179, 954, 190]
column-divider: [145, 32, 146, 1506]
ad-heading: MANAWATU RACING CLUB.: [427, 621, 554, 632]
ad-heading: Seed Oats. Seed Oats.: [441, 715, 540, 726]
ad-heading: Chamberlain's FLOUR.: [707, 1039, 824, 1074]
wanted-item: [702, 836, 829, 858]
wanted-item-text: Assorted Dress Pieces. Must be sold.: [727, 729, 829, 747]
ad-heading: Denis Clifford: [702, 459, 829, 479]
racehorse-illustration: [426, 574, 555, 610]
wanted-item: [702, 687, 829, 709]
column-divider: [833, 32, 834, 1506]
ad-heading: STOCK-TAKING: [296, 675, 409, 688]
ad-heading: Just to Hand,: [460, 1066, 521, 1077]
testimonial-text: MADAME MARIE CARANDINI. One of the most popular Musical Artistes in the Australian Colonies, writes as follows:— Wellington, New Zealand, February 23rd, 1884. To the Publishers the Weekly Press, Christchurch. Dear Sirs,—I have pleasure in informing you that I have used St. Jacob's Oil, and find much relief in cases of rheumatism, and, indeed, all neuralgic pains. I am, dear sirs, Yours truly, MARIE CARANDINI.: [426, 35, 555, 151]
ad-text: Goods Delivered Free to any part of the District. Wool and Sheep Skins, Calf and Pig Skins, &c., bought for the Palmerston Tannery and Fellmongery Co., for which firm the undersigned has authority to transact business.: [564, 1141, 693, 1204]
wanted-item: [702, 876, 829, 898]
article-text: (UNITED PRESS ASSOCIATION.) WELLINGTON, This Day. Captain Morris was sworn in at noon to-day as Commissioner of Customs.: [14, 1310, 141, 1346]
wanted-item-number: 42: [702, 876, 725, 898]
ad-heading: E. MOULT,: [312, 1043, 393, 1058]
article-text: (UNITED PRESS ASSOCIATION.) WELLINGTON, This Day. It is understood that Captain Morris of Tauranga has been offered and accepted the vacant seat in the Ministry and also that the portfolios he will take up are Justice and Customs.: [150, 270, 279, 342]
ad-text: ALPHA, very early and prolific, 2d per lb; 12s per cwt. Early Goodrich, first-class, 1½d per lb; 10s per cwt. Improved Early Rose, well-known, 1½d per lb; 10s per cwt. Brecse's Prolific, first-rate, 2d per lb; 12s per cwt. Snowflake, one of the best, 2d per lb; 12s per cwt. Peerless, splendid cropper, 1½d per lb; 10s per cwt. King of the Earlies, very fine, 1½d per lb; 10s per cwt. Early Giant King, 1½d per lb; 10s per cwt. Cambridge Kidney, excellent, 2d per lb; 12s per cwt. Lapstone Kidney, 1½d per lb; 10s per cwt. Improved Flukes, 1½d per lb; 10s per cwt. The above are the Finest Varieties of Early Potatoes grown; several of them I have imported direct from the raisers, and the whole are true to name, and may be relied on for being very early. Send for Seed Catalogues.: [426, 855, 555, 1061]
ad-text: And at the Old Shop, Corner of Main and George streets,: [564, 671, 693, 689]
ad-subheading: TERRACE END.: [737, 446, 794, 455]
ad-subheading: HARDWARE,: [598, 773, 659, 784]
ad-text: ROBERT PARR begs to announce to the inhabitants of the Manawatu and Rangitikei Districts that he has assumed the Sole Proprietorship of the Coachbuilding Business formerly carried on under the name of Parr and Bennet. This establishment will in future be known as Parr's English and American Coach Factory. Buggies, Brakes, Dog Carts, Drays, and all kinds of vehicles made to order. The best only of American, English, and Colonial timber will be used, and the workmanship is guaranteed. All kinds of repairs executed with neatness and despatch. Address—Nearly opposite D. K. Lower's Store, Kimbolton Road, Feilding.: [426, 1158, 555, 1328]
wanted-item-text: Pairs Tweed Trousers, from 8/6.: [727, 838, 829, 856]
port-heading: PORT OF FOXTON.: [35, 348, 120, 359]
ad-subheading: New Premises, The Square,: [567, 660, 690, 671]
wanted-item-number: 73: [702, 856, 725, 878]
ad-subheading: THE SQUARE.: [876, 973, 929, 982]
weather-text: WELLINGTON, This Day 2.45 p.m. Bad weather approaching and glass fall but rising after 10 hours. Wind will change by north and west.: [150, 1617, 279, 1662]
ad-subheading: THE SQUARE, AND AT MAIN-STREET.: [574, 364, 683, 382]
wanted-item: [702, 787, 829, 809]
